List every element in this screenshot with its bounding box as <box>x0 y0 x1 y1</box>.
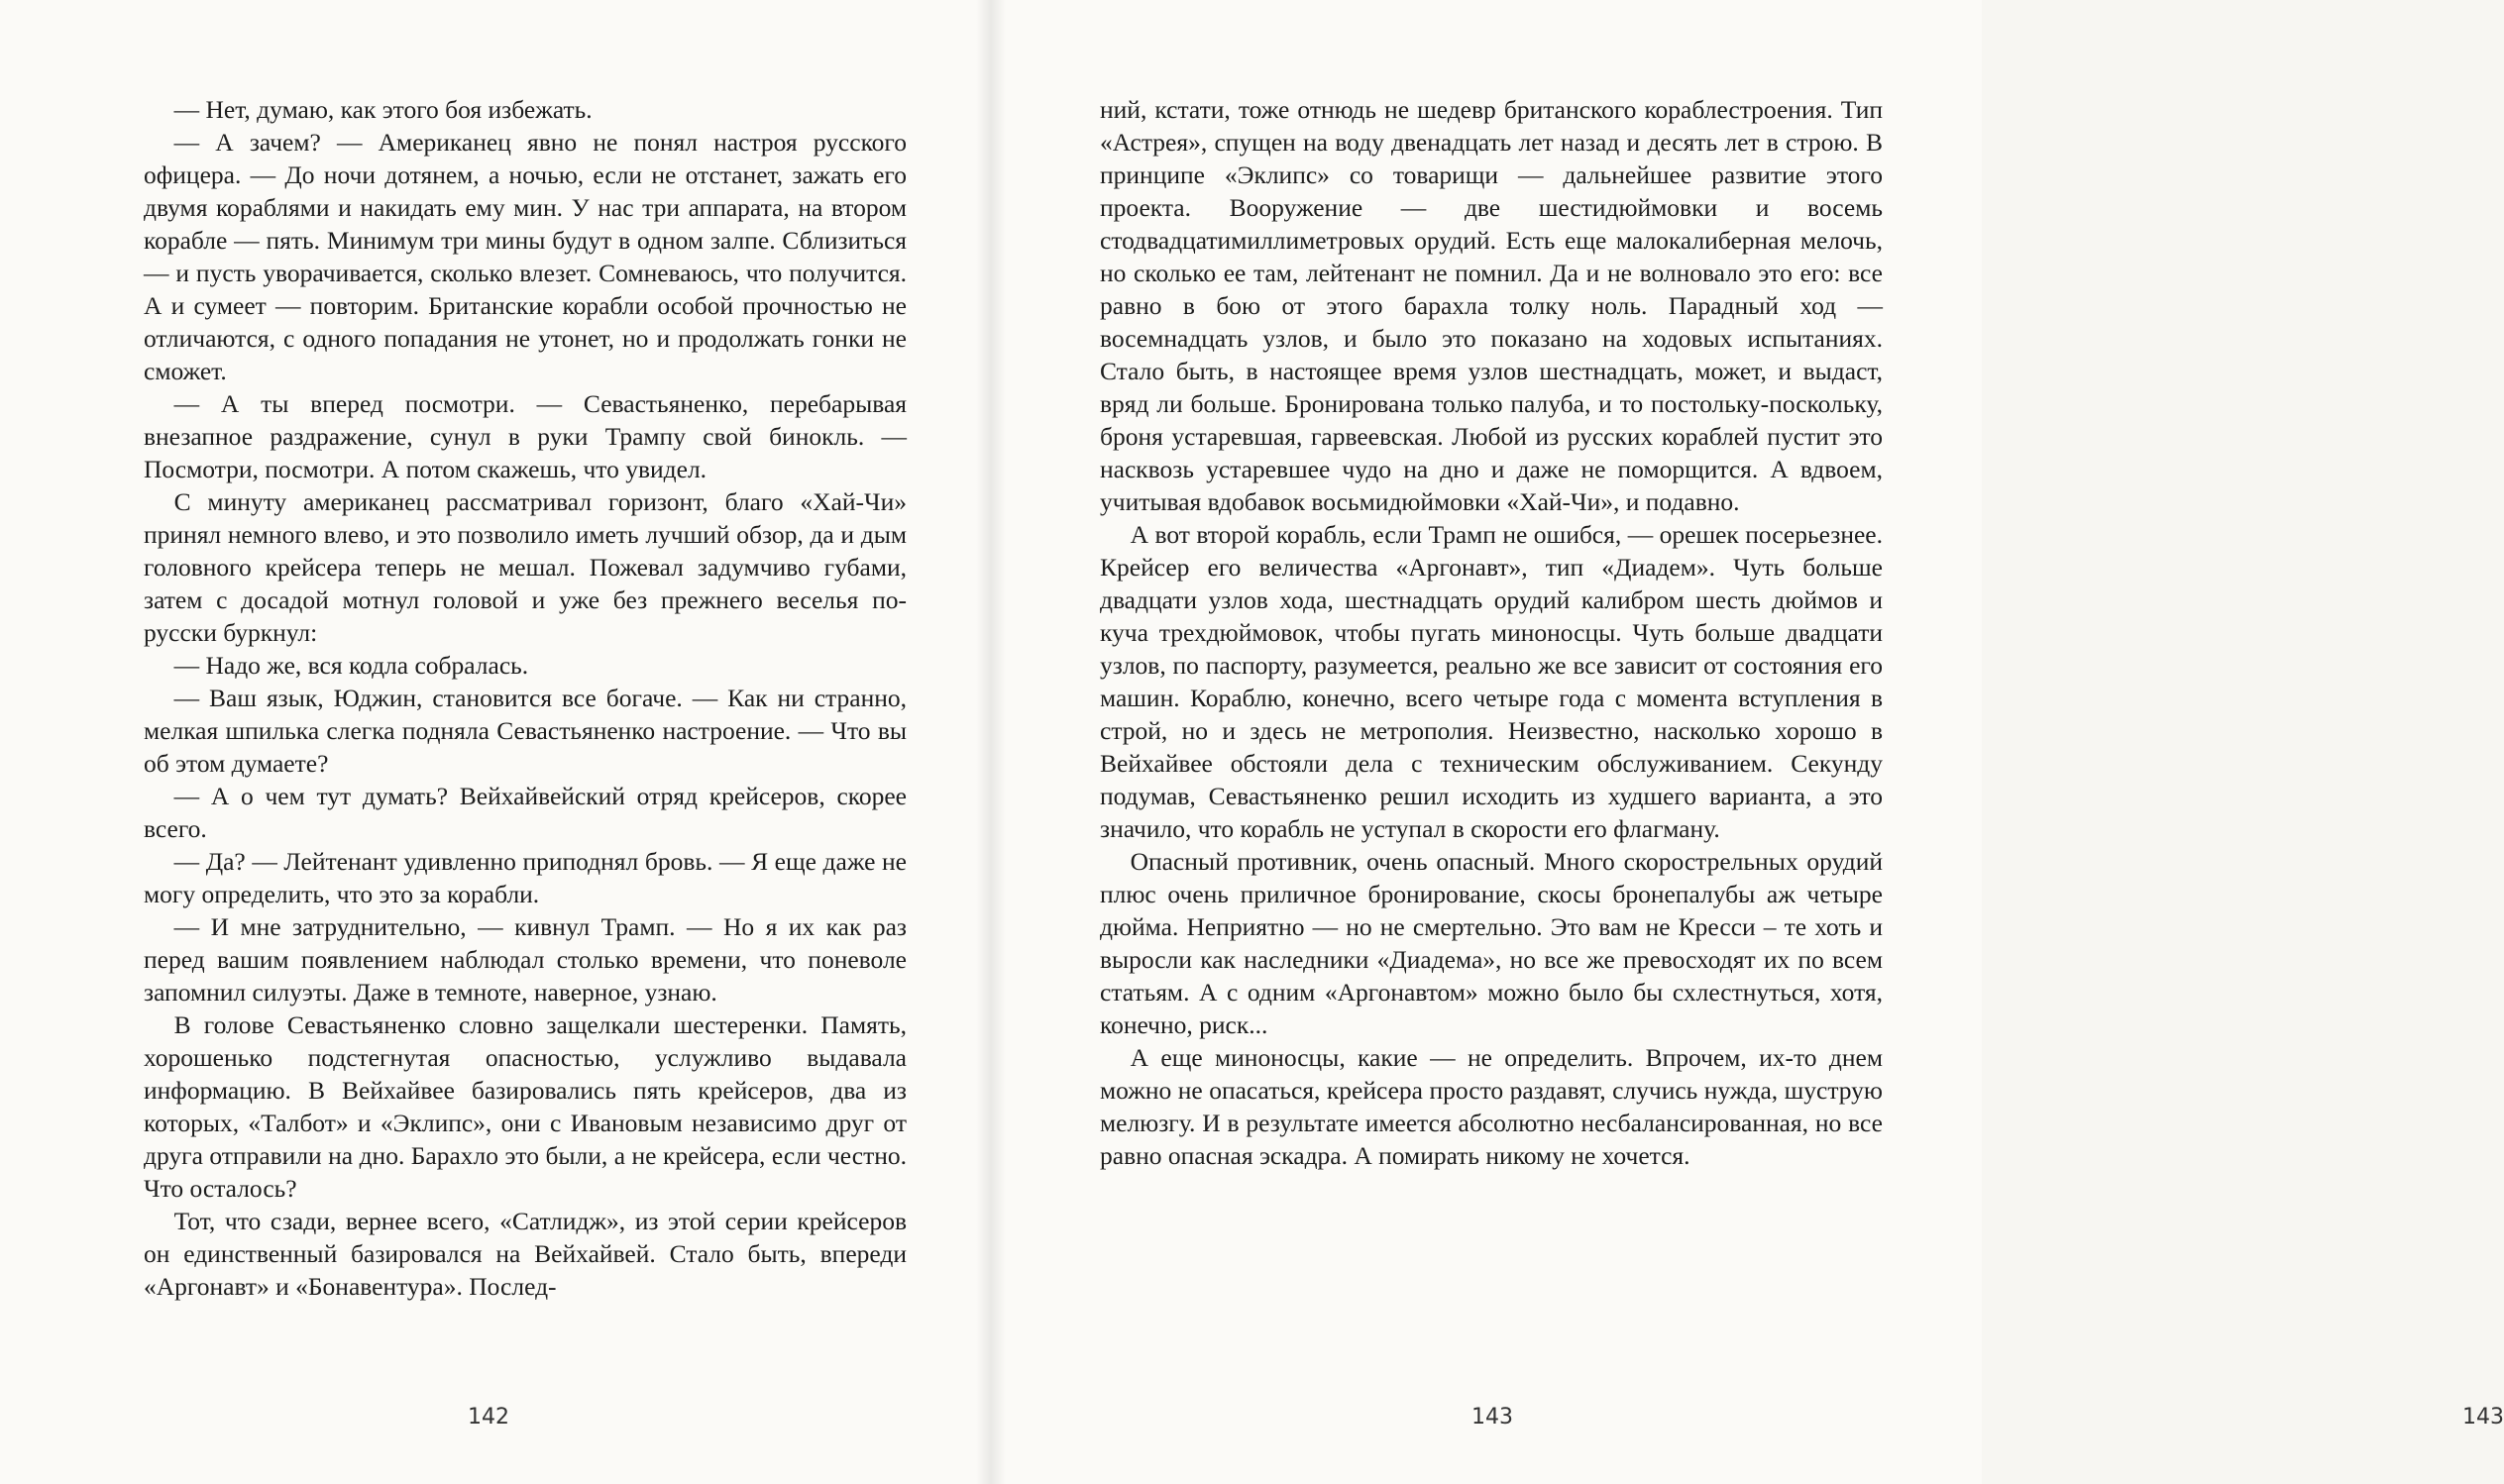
paragraph: — А зачем? — Американец явно не понял настроя русского офицера. — До ночи дотянем, а ночью, если не отстанет, зажать его двумя кораблями и накидать ему мин. У нас три аппарата, на втором корабле — пять. Минимум три мины будут в одном залпе. Сблизиться — и пусть уворачивается, сколько влезет. Сомневаюсь, что получится. А и сумеет — повторим. Британские корабли особой прочностью не отличаются, с одного попадания не утонет, но и продолжать гонки не сможет. <box>144 128 907 385</box>
paragraph: С минуту американец рассматривал горизонт, благо «Хай-Чи» принял немного влево, и это позволило иметь лучший обзор, да и дым головного крейсера теперь не мешал. Пожевал задумчиво губами, затем с досадой мотнул головой и уже без прежнего веселья по-русски буркнул: <box>144 487 907 647</box>
paragraph: — И мне затруднительно, — кивнул Трамп. — Но я их как раз перед вашим появлением наблюдал столько времени, что поневоле запомнил силуэты. Даже в темноте, наверное, узнаю. <box>144 912 907 1007</box>
right-page-text <box>1100 93 1883 1172</box>
paragraph: Тот, что сзади, вернее всего, «Сатлидж», из этой серии крейсеров он единственный базировался на Вейхайвей. Стало быть, впереди «Аргонавт» и «Бонавентура». Послед- <box>144 1207 907 1301</box>
page-number-right-visible: 143 <box>1471 1405 1513 1430</box>
paragraph: — Надо же, вся кодла собралась. <box>173 651 529 680</box>
page-number-right: 143 <box>2462 1405 2504 1430</box>
paragraph: — А о чем тут думать? Вейхайвейский отряд крейсеров, скорее всего. <box>144 782 907 843</box>
paragraph: А вот второй корабль, если Трамп не ошибся, — орешек посерьезнее. Крейсер его величества «Аргонавт», тип «Диадем». Чуть больше двадцати узлов хода, шестнадцать орудий калибром шесть дюймов и куча трехдюймовок, чтобы пугать миноносцы. Чуть больше двадцати узлов, по паспорту, разумеется, реально же все зависит от состояния его машин. Кораблю, конечно, всего четыре года с момента вступления в строй, но и здесь не метрополия. Неизвестно, насколько хорошо в Вейхайвее обстояли дела с техническим обслуживанием. Секунду подумав, Севастьяненко решил исходить из худшего варианта, а это значило, что корабль не уступал в скорости его флагману. <box>1100 520 1883 843</box>
paragraph: Опасный противник, очень опасный. Много скорострельных орудий плюс очень приличное бронирование, скосы бронепалубы аж четыре дюйма. Неприятно — но не смертельно. Это вам не Кресси – те хоть и выросли как наследники «Диадема», но все же превосходят их по всем статьям. А с одним «Аргонавтом» можно было бы схлестнуться, хотя, конечно, риск... <box>1100 847 1883 1039</box>
page-number-left: 142 <box>468 1405 509 1430</box>
paragraph: — Да? — Лейтенант удивленно приподнял бровь. — Я еще даже не могу определить, что это за корабли. <box>144 847 907 908</box>
paragraph: А еще миноносцы, какие — не определить. Впрочем, их-то днем можно не опасаться, крейсера просто раздавят, случись нужда, шуструю мелюзгу. И в результате имеется абсолютно несбалансированная, но все равно опасная эскадра. А помирать никому не хочется. <box>1100 1043 1883 1170</box>
paragraph: ний, кстати, тоже отнюдь не шедевр британского кораблестроения. Тип «Астрея», спущен на воду двенадцать лет назад и десять лет в строю. В принципе «Эклипс» со товарищи — дальнейшее развитие этого проекта. Вооружение — две шестидюймовки и восемь стодвадцатимиллиметровых орудий. Есть еще малокалиберная мелочь, но сколько ее там, лейтенант не помнил. Да и не волновало это его: все равно в бою от этого барахла толку ноль. Парадный ход — восемнадцать узлов, и было это показано на ходовых испытаниях. Стало быть, в настоящее время узлов шестнадцать, может, и выдаст, вряд ли больше. Бронирована только палуба, и то постольку-поскольку, броня устаревшая, гарвеевская. Любой из русских кораблей пустит это насквозь устаревшее чудо на дно и даже не поморщится. А вдвоем, учитывая вдобавок восьмидюймовки «Хай-Чи», и подавно. <box>1100 95 1883 516</box>
book-gutter <box>976 0 1006 1484</box>
left-page <box>0 0 991 1484</box>
left-page-text <box>144 93 907 1303</box>
paragraph: — Нет, думаю, как этого боя избежать. <box>173 95 593 124</box>
paragraph: — Ваш язык, Юджин, становится все богаче. — Как ни странно, мелкая шпилька слегка подняла Севастьяненко настроение. — Что вы об этом думаете? <box>144 684 907 778</box>
paragraph: — А ты вперед посмотри. — Севастьяненко, перебарывая внезапное раздражение, сунул в руки Трампу свой бинокль. — Посмотри, посмотри. А потом скажешь, что увидел. <box>144 389 907 483</box>
paragraph: В голове Севастьяненко словно защелкали шестеренки. Память, хорошенько подстегнутая опасностью, услужливо выдавала информацию. В Вейхайвее базировались пять крейсеров, два из которых, «Талбот» и «Эклипс», они с Ивановым независимо друг от друга отправили на дно. Барахло это были, а не крейсера, если честно. Что осталось? <box>144 1010 907 1203</box>
